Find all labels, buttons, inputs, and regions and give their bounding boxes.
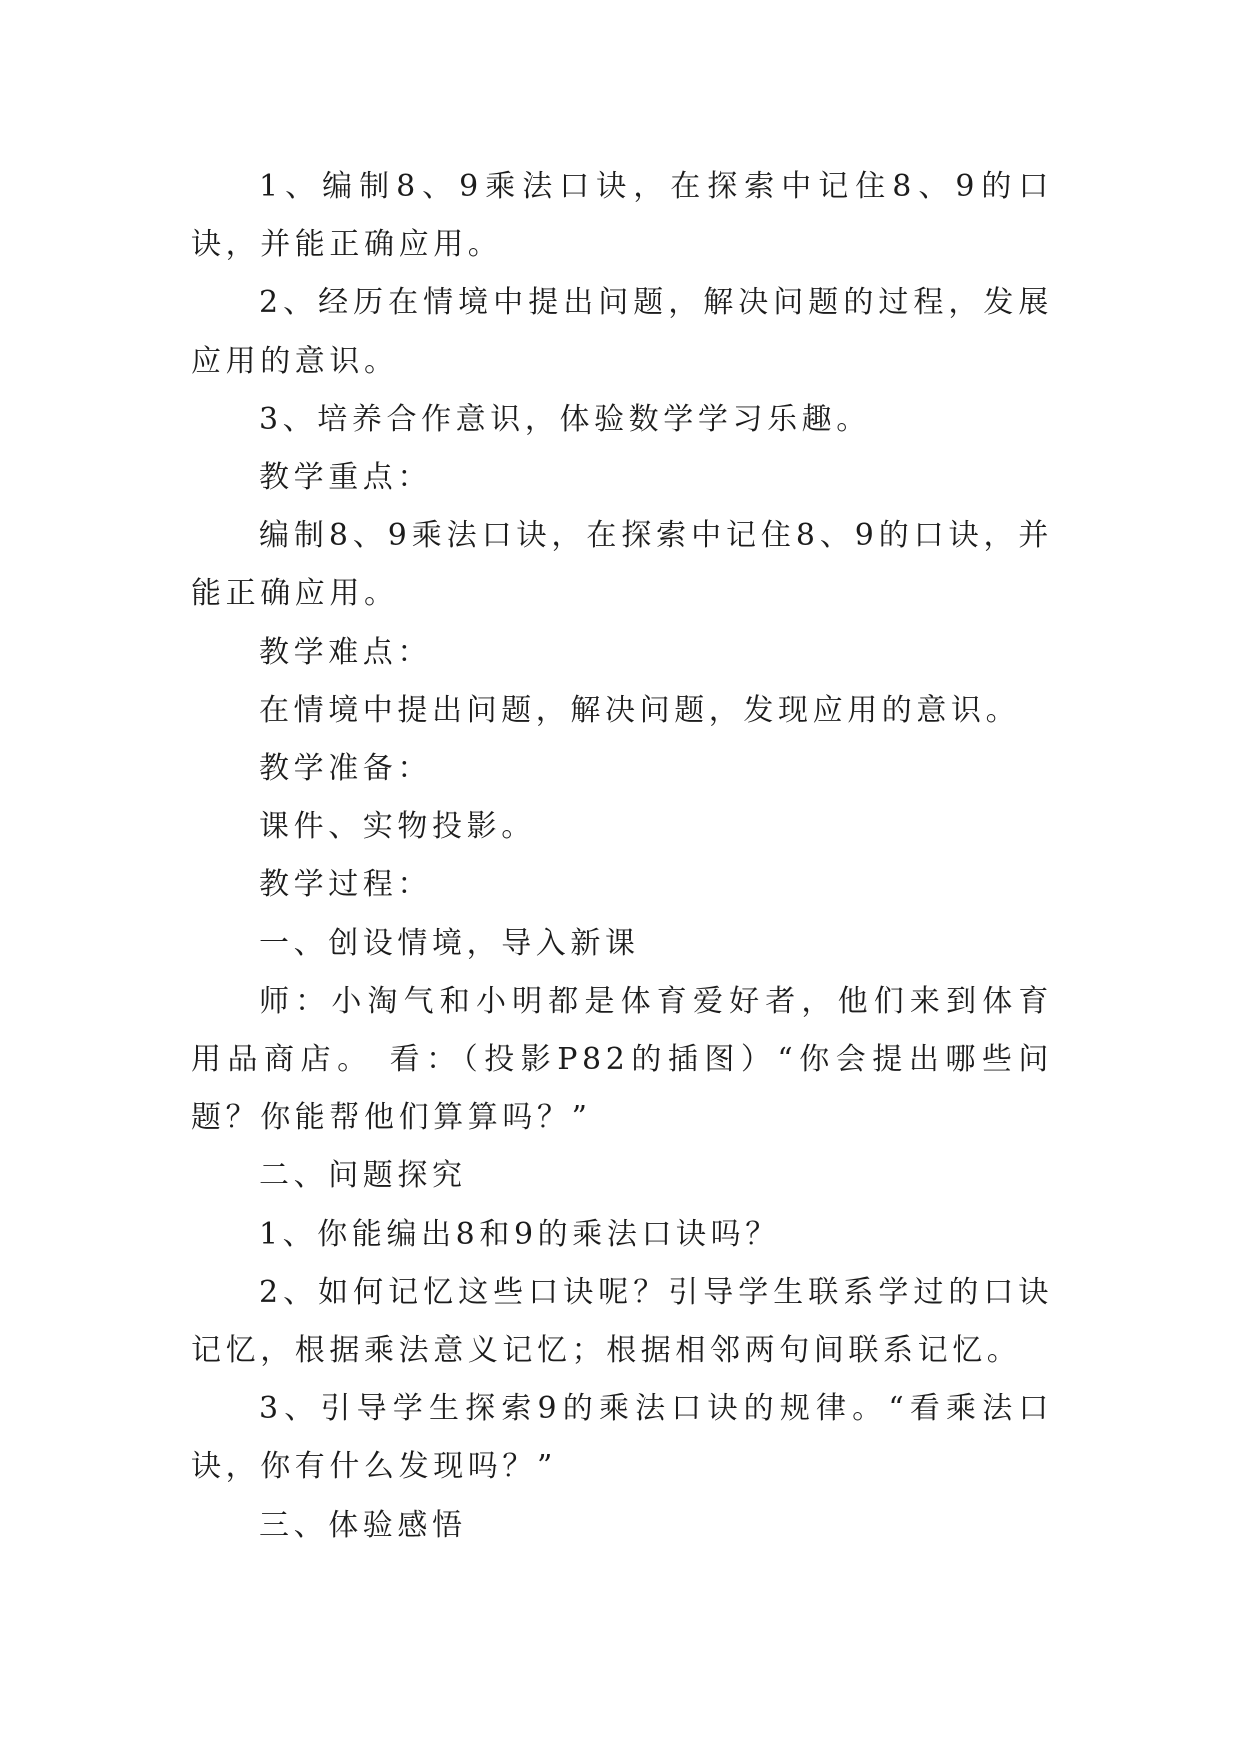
section-1-text: 师：小淘气和小明都是体育爱好者，他们来到体育用品商店。 看：（投影P82的插图）“你会提出哪些问题？你能帮他们算算吗？” bbox=[191, 983, 1053, 1136]
objective-3: 3、培养合作意识，体验数学学习乐趣。 bbox=[259, 401, 871, 437]
objective-2: 2、经历在情境中提出问题，解决问题的过程，发展应用的意识。 bbox=[191, 285, 1053, 379]
section-2-item-3: 3、引导学生探索9的乘法口诀的规律。“看乘法口诀，你有什么发现吗？” bbox=[191, 1391, 1053, 1485]
section-1-heading: 一、创设情境，导入新课 bbox=[259, 925, 640, 961]
preparation-text: 课件、实物投影。 bbox=[259, 809, 536, 845]
objective-1: 1、编制8、9乘法口诀，在探索中记住8、9的口诀，并能正确应用。 bbox=[191, 169, 1053, 263]
section-2-item-2: 2、如何记忆这些口诀呢？引导学生联系学过的口诀记忆，根据乘法意义记忆；根据相邻两句间联系记忆。 bbox=[191, 1274, 1053, 1369]
section-2-heading: 二、问题探究 bbox=[259, 1158, 467, 1194]
difficulties-text: 在情境中提出问题，解决问题，发现应用的意识。 bbox=[259, 692, 1021, 728]
key-points-heading: 教学重点： bbox=[259, 460, 432, 496]
document-body bbox=[191, 158, 1053, 1555]
section-3-heading: 三、体验感悟 bbox=[259, 1507, 467, 1543]
process-heading: 教学过程： bbox=[259, 867, 432, 903]
difficulties-heading: 教学难点： bbox=[259, 634, 432, 670]
key-points-text: 编制8、9乘法口诀，在探索中记住8、9的口诀，并能正确应用。 bbox=[191, 518, 1053, 612]
preparation-heading: 教学准备： bbox=[259, 751, 432, 787]
section-2-item-1: 1、你能编出8和9的乘法口诀吗？ bbox=[259, 1216, 780, 1252]
